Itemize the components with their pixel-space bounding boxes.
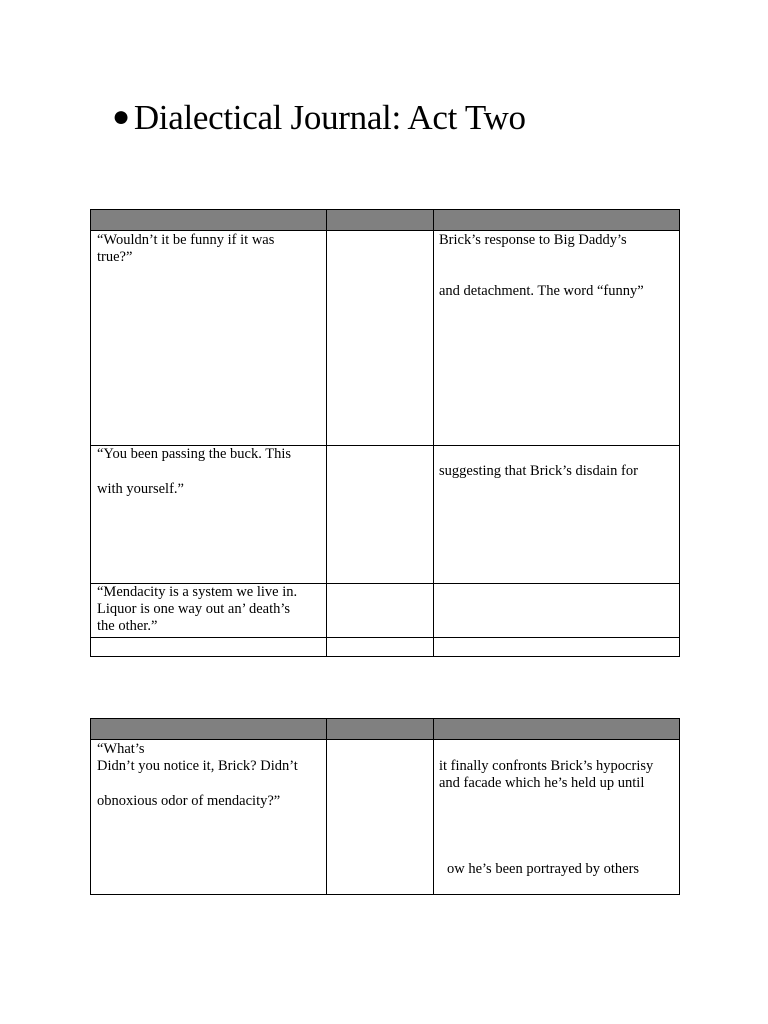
- quote-line: “You been passing the buck. This: [97, 446, 291, 462]
- page-cell: [327, 638, 434, 657]
- analysis-line: and facade which he’s held up until: [439, 775, 645, 791]
- header-cell-page: [327, 210, 434, 231]
- header-cell-page: [327, 719, 434, 740]
- header-cell-quote: [91, 719, 327, 740]
- quote-cell: [91, 584, 327, 638]
- title-text: Dialectical Journal: Act Two: [133, 98, 526, 137]
- analysis-line: Brick’s response to Big Daddy’s: [439, 232, 627, 248]
- quote-line: “What’s: [97, 741, 145, 757]
- table-row: [91, 584, 680, 638]
- quote-line: with yourself.”: [97, 481, 184, 497]
- table-row: [91, 231, 680, 446]
- analysis-line: suggesting that Brick’s disdain for: [439, 463, 638, 479]
- quote-line: “Mendacity is a system we live in.: [97, 584, 298, 600]
- quote-cell: [91, 231, 327, 446]
- analysis-line: it finally confronts Brick’s hypocrisy: [439, 758, 654, 774]
- quote-line: “Wouldn’t it be funny if it was: [97, 232, 275, 248]
- quote-line: Liquor is one way out an’ death’s: [97, 601, 291, 617]
- analysis-cell: [434, 584, 680, 638]
- table-header-row: [91, 210, 680, 231]
- quote-line: the other.”: [97, 618, 158, 634]
- analysis-line: and detachment. The word “funny”: [439, 283, 644, 299]
- header-cell-quote: [91, 210, 327, 231]
- table-row: [91, 740, 680, 895]
- analysis-cell: [434, 638, 680, 657]
- quote-line: Didn’t you notice it, Brick? Didn’t: [97, 758, 298, 774]
- journal-table-2: [90, 718, 680, 895]
- quote-cell: [91, 740, 327, 895]
- analysis-cell: [434, 446, 680, 584]
- page-cell: [327, 446, 434, 584]
- page-cell: [327, 231, 434, 446]
- table-row: [91, 638, 680, 657]
- analysis-cell: [434, 231, 680, 446]
- journal-table-1: [90, 209, 680, 657]
- header-cell-analysis: [434, 719, 680, 740]
- analysis-cell: [434, 740, 680, 895]
- quote-cell: [91, 446, 327, 584]
- quote-line: obnoxious odor of mendacity?”: [97, 793, 281, 809]
- table-row: [91, 446, 680, 584]
- page-cell: [327, 740, 434, 895]
- page-cell: [327, 584, 434, 638]
- page-title: [112, 96, 526, 142]
- quote-cell: [91, 638, 327, 657]
- table-header-row: [91, 719, 680, 740]
- analysis-line: ow he’s been portrayed by others: [447, 861, 640, 877]
- quote-line: true?”: [97, 249, 133, 265]
- bullet-icon: ●: [112, 100, 130, 133]
- header-cell-analysis: [434, 210, 680, 231]
